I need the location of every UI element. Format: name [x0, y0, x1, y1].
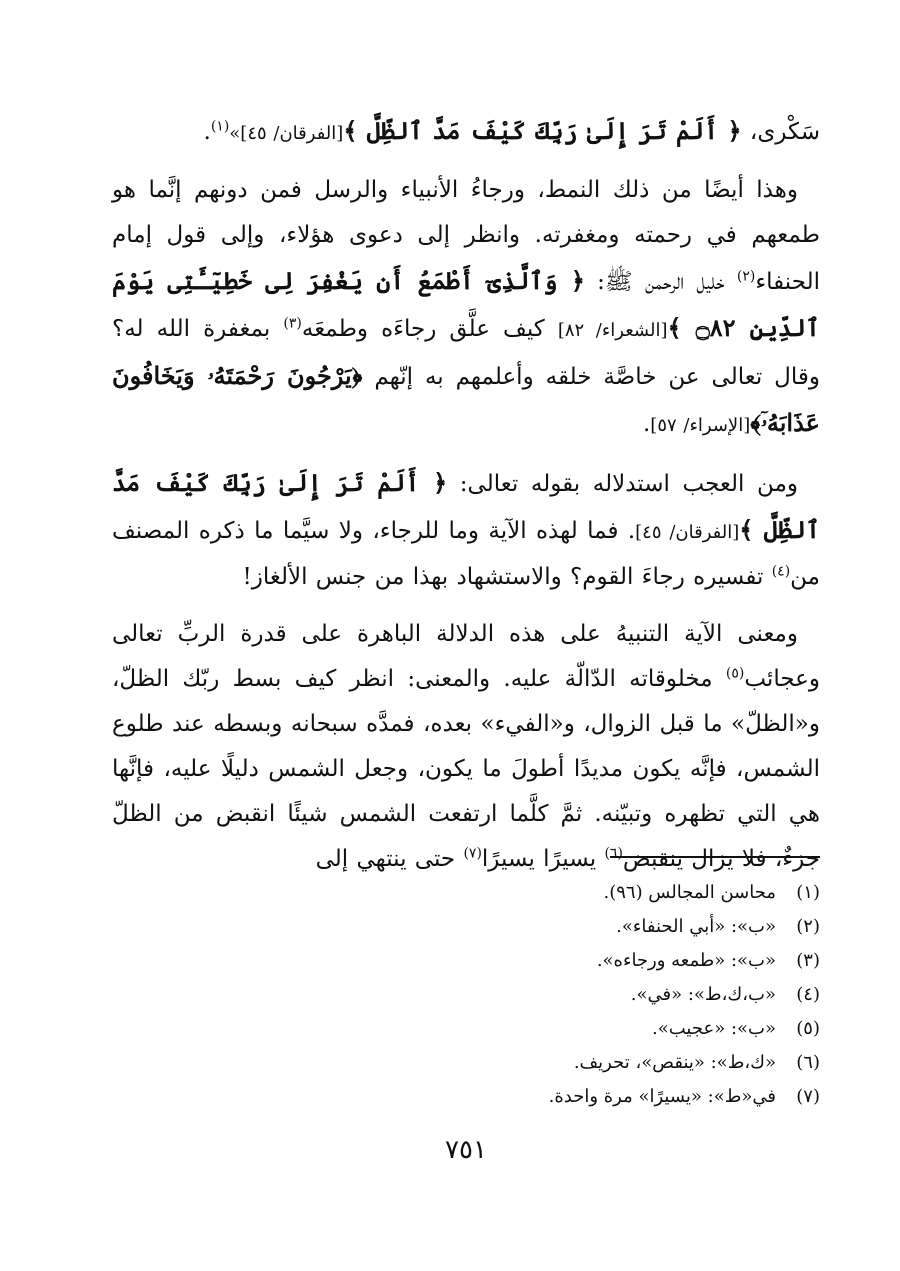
- paragraph: [112, 460, 820, 600]
- verse-reference: [الشعراء/ ٨٢]: [557, 320, 668, 341]
- footnote-number: (١): [796, 882, 820, 903]
- footnote-marker: (٢): [736, 268, 756, 285]
- footnote: [112, 876, 820, 910]
- footnote-number: (٧): [796, 1086, 820, 1107]
- verse-reference: [الفرقان/ ٤٥]: [635, 522, 740, 543]
- text-run: مخلوقاته الدّالّة عليه. والمعنى: انظر كيف بسط ربّك الظلّ، و«الظلّ» ما قبل الزوال، و«الفيء» بعده، فمدَّه سبحانه وبسطه عند طلوع الشمس، فإنَّه يكون مديدًا أطولَ ما يكون، وجعل الشمس دليلًا عليه، فإنَّها هي التي تظهره وتبيّنه. ثمَّ كلَّما ارتفعت الشمس شيئًا انقبض من الظلّ جزءٌ، فلا يزال ينقبض: [112, 666, 820, 872]
- text-run: خليل الرحمن ﷺ:: [584, 269, 737, 295]
- book-page: [112, 108, 820, 1228]
- footnote: [112, 1046, 820, 1080]
- footnote: [112, 910, 820, 944]
- text-run: .: [203, 119, 211, 145]
- footnote-number: (٦): [796, 1052, 820, 1073]
- footnote-marker: (٤): [771, 563, 791, 580]
- footnote-number: (٣): [796, 950, 820, 971]
- footnote: [112, 944, 820, 978]
- text-run: . فما لهذه الآية وما للرجاء، ولا سيَّما ما ذكره المصنف من: [112, 518, 820, 590]
- footnote: [112, 1080, 820, 1114]
- paragraph-gap: [112, 600, 820, 612]
- paragraph: [112, 168, 820, 448]
- footnote-list: [112, 876, 820, 1114]
- footnote-marker: (١): [210, 118, 230, 135]
- text-run: ومعنى الآية التنبيهُ على هذه الدلالة الباهرة على قدرة الربِّ تعالى وعجائب: [112, 621, 820, 692]
- paragraph-gap: [112, 448, 820, 460]
- footnote-number: (٥): [796, 1018, 820, 1039]
- body-text: [112, 108, 820, 882]
- footnote-marker: (٦): [604, 845, 623, 862]
- footnote-text: «ب»: «أبي الحنفاء».: [616, 916, 776, 937]
- text-run: حتى ينتهي إلى: [315, 846, 464, 872]
- quran-verse: ﴿ أَلَمْ تَرَ إِلَىٰ رَبِّكَ كَيْفَ مَدَّ ٱلظِّلَّ ﴾: [343, 116, 742, 145]
- paragraph: [112, 108, 820, 156]
- footnote: [112, 1012, 820, 1046]
- footnote-marker: (٧): [463, 845, 482, 862]
- text-run: .: [642, 411, 651, 437]
- quran-verse: ﴿ أَلَمْ تَرَ إِلَىٰ رَبِّكَ كَيْفَ مَدَّ ٱلظِّلَّ ﴾: [112, 468, 821, 544]
- footnote-text: «ب»: «طمعه ورجاءه».: [596, 950, 776, 971]
- paragraph: [112, 612, 820, 882]
- footnote-text: محاسن المجالس (٩٦).: [603, 882, 776, 903]
- page-number: ٧٥١: [445, 1135, 487, 1165]
- footnote: [112, 978, 820, 1012]
- text-run: يسيرًا يسيرًا: [481, 846, 605, 872]
- text-run: وهذا أيضًا من ذلك النمط، ورجاءُ الأنبياء والرسل فمن دونهم إنَّما هو طمعهم في رحمته ومغفرته. وانظر إلى دعوى هؤلاء، وإلى قول إمام الحنفاء: [112, 177, 820, 295]
- text-run: كيف علَّق رجاءَه وطمعَه: [301, 316, 558, 342]
- footnote-number: (٤): [796, 984, 820, 1005]
- footnote-text: في«ط»: «يسيرًا» مرة واحدة.: [548, 1086, 776, 1107]
- text-run: سَكْرى،: [741, 119, 820, 145]
- footnote-text: «ب»: «عجيب».: [652, 1018, 776, 1039]
- text-run: تفسيره رجاءَ القوم؟ والاستشهاد بهذا من جنس الألغاز!: [242, 564, 772, 590]
- footnote-text: «ك،ط»: «ينقص»، تحريف.: [573, 1052, 776, 1073]
- footnote-text: «ب،ك،ط»: «في».: [630, 984, 776, 1005]
- paragraph-gap: [112, 156, 820, 168]
- quran-verse: ﴿ وَٱلَّذِىٓ أَطْمَعُ أَن يَغْفِرَ لِى خَطِيٓـَٔتِى يَوْمَ ٱلدِّينِ ۝٨٢ ﴾: [112, 266, 820, 342]
- footnote-marker: (٣): [283, 315, 302, 332]
- footnote-divider: [610, 856, 820, 858]
- footnote-marker: (٥): [725, 665, 745, 682]
- verse-reference: [الفرقان/ ٤٥]»: [229, 123, 344, 144]
- footnote-number: (٢): [796, 916, 820, 937]
- verse-reference: [الإسراء/ ٥٧]: [650, 415, 751, 436]
- text-run: ومن العجب استدلاله بقوله تعالى:: [447, 471, 798, 497]
- quran-verse: ﴿يَرْجُونَ رَحْمَتَهُۥ وَيَخَافُونَ عَذَابَهُۥٓ﴾: [112, 361, 820, 437]
- text-run: بمغفرة الله له؟ وقال تعالى عن خاصَّة خلقه وأعلمهم به إنّهم: [112, 316, 820, 390]
